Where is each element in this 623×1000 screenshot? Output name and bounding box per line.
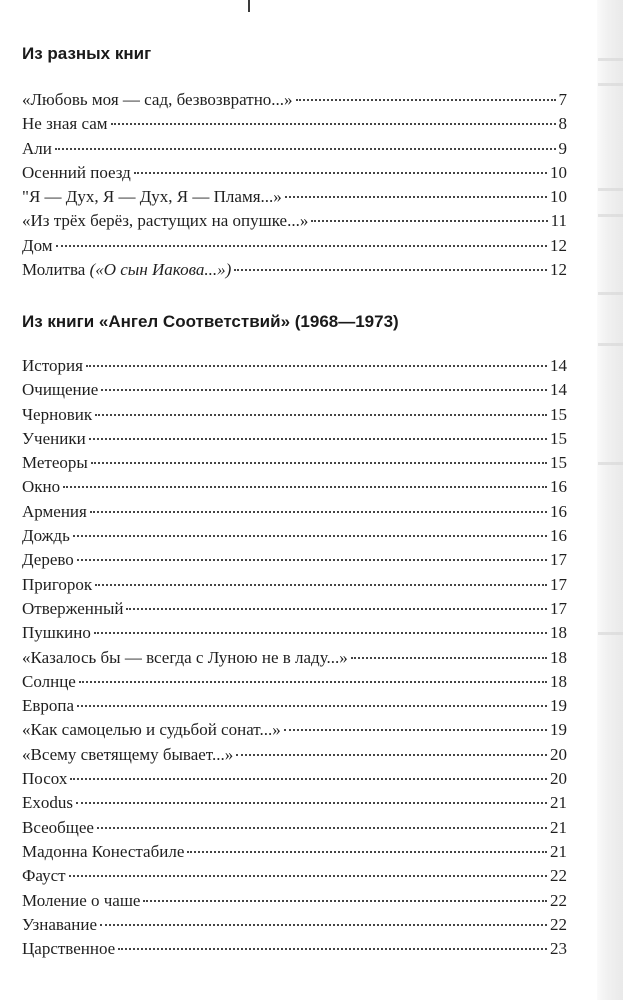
dot-leader: [55, 147, 556, 150]
bleed-through-line: [598, 343, 623, 346]
toc-entry-page: 18: [550, 623, 567, 643]
dot-leader: [187, 850, 547, 853]
toc-entry-page: 17: [550, 598, 567, 618]
dot-leader: [69, 874, 547, 877]
toc-entry-page: 9: [558, 138, 567, 158]
toc-entry-title: Дождь: [22, 526, 70, 546]
toc-entry-page: 12: [550, 260, 567, 280]
bleed-through-line: [598, 58, 623, 61]
dot-leader: [285, 195, 547, 198]
bleed-through-line: [598, 83, 623, 86]
toc-entry: [22, 524, 567, 548]
dot-leader: [134, 171, 547, 174]
toc-entry-title-text: Молитва: [22, 260, 86, 280]
toc-entry-title: «Любовь моя — сад, безвозвратно...»: [22, 90, 293, 109]
top-edge-mark: [248, 0, 250, 12]
dot-leader: [236, 753, 547, 756]
toc-entry-page: 22: [550, 914, 567, 934]
toc-entry-page: 15: [550, 404, 567, 424]
dot-leader: [91, 461, 547, 464]
toc-entry: [22, 621, 567, 645]
toc-entry: [22, 234, 567, 258]
toc-entry: [22, 840, 567, 864]
toc-entry-page: 15: [550, 428, 567, 448]
dot-leader: [77, 704, 547, 707]
toc-entry-page: 19: [550, 720, 567, 740]
toc-entry: [22, 573, 567, 597]
toc-entry-page: 15: [550, 453, 567, 473]
toc-entry: [22, 427, 567, 451]
toc-entry-title: Очищение: [22, 380, 99, 400]
toc-entry-title: Мадонна Конестабиле: [22, 841, 185, 861]
toc-entry-page: 14: [550, 380, 567, 400]
binding-edge: [597, 0, 623, 1000]
toc-entry: [22, 791, 567, 815]
toc-entry-page: 7: [558, 90, 567, 109]
toc-entry-page: 17: [550, 550, 567, 570]
toc-entry-title: Пригорок: [22, 574, 93, 594]
toc-entry-page: 16: [550, 526, 567, 546]
toc-entry-page: 16: [550, 501, 567, 521]
dot-leader: [56, 244, 547, 247]
toc-entry-page: 12: [550, 235, 567, 255]
toc-entry: [22, 354, 567, 378]
bleed-through-line: [598, 292, 623, 295]
bleed-through-line: [598, 462, 623, 465]
toc-entry-title: «Казалось бы — всегда с Луною не в ладу...»: [22, 647, 348, 667]
toc-entry-title: «Всему светящему бывает...»: [22, 744, 234, 764]
section-heading-various-books: Из разных книг: [22, 44, 152, 63]
dot-leader: [351, 656, 547, 659]
toc-entry-page: 23: [550, 939, 567, 959]
toc-entry-title: [22, 258, 231, 282]
toc-entry-title: "Я — Дух, Я — Дух, Я — Пламя...»: [22, 187, 282, 207]
toc-entry: [22, 743, 567, 767]
toc-entry: [22, 258, 567, 282]
toc-entry: [22, 889, 567, 913]
toc-entry-page: 22: [550, 866, 567, 886]
toc-entry-page: 10: [550, 187, 567, 207]
toc-entry-title: Осенний поезд: [22, 162, 131, 182]
toc-entry-title: Посох: [22, 769, 68, 789]
toc-entry-title: Али: [22, 138, 52, 158]
toc-entry-page: 18: [550, 647, 567, 667]
toc-entry: [22, 913, 567, 937]
dot-leader: [101, 388, 547, 391]
dot-leader: [89, 437, 547, 440]
toc-entry: [22, 112, 567, 136]
toc-entry-title: Солнце: [22, 671, 76, 691]
bleed-through-line: [598, 188, 623, 191]
toc-entry: [22, 378, 567, 402]
toc-entry-title: Exodus: [22, 793, 73, 813]
section-heading-angel-book: Из книги «Ангел Соответствий» (1968—1973): [22, 312, 399, 331]
dot-leader: [63, 485, 547, 488]
toc-entry-page: 10: [550, 162, 567, 182]
toc-entry-title: Не зная сам: [22, 114, 108, 134]
toc-entry: [22, 694, 567, 718]
toc-entry: [22, 161, 567, 185]
dot-leader: [118, 947, 547, 950]
dot-leader: [111, 122, 556, 125]
toc-entry: [22, 500, 567, 524]
dot-leader: [95, 583, 547, 586]
toc-entry-page: 14: [550, 356, 567, 375]
toc-entry: [22, 451, 567, 475]
toc-entry: [22, 937, 567, 961]
toc-entry-title: Дерево: [22, 550, 74, 570]
toc-entry-title: Дом: [22, 235, 53, 255]
toc-entry-page: 17: [550, 574, 567, 594]
toc-entry: [22, 718, 567, 742]
dot-leader: [95, 413, 547, 416]
toc-entry: [22, 403, 567, 427]
toc-entry: [22, 816, 567, 840]
toc-entry-title: Всеобщее: [22, 817, 94, 837]
toc-entry-page: 20: [550, 744, 567, 764]
toc-entry: [22, 209, 567, 233]
dot-leader: [94, 631, 547, 634]
toc-entry: [22, 864, 567, 888]
toc-entry-page: 21: [550, 817, 567, 837]
toc-entry-title: Черновик: [22, 404, 93, 424]
toc-entry-page: 22: [550, 890, 567, 910]
toc-entry-title: Метеоры: [22, 453, 88, 473]
toc-entry-page: 20: [550, 769, 567, 789]
dot-leader: [90, 510, 547, 513]
toc-entry-title: Узнавание: [22, 914, 97, 934]
toc-list-various-books: [22, 88, 567, 282]
toc-entry-page: 8: [558, 114, 567, 134]
toc-entry-title: Ученики: [22, 428, 86, 448]
toc-entry-title: История: [22, 356, 83, 375]
toc-entry-title: Царственное: [22, 939, 116, 959]
bleed-through-line: [598, 632, 623, 635]
dot-leader: [143, 899, 547, 902]
dot-leader: [126, 607, 547, 610]
toc-entry-page: 21: [550, 793, 567, 813]
dot-leader: [284, 728, 547, 731]
toc-entry: [22, 670, 567, 694]
toc-entry: [22, 767, 567, 791]
toc-entry-page: 19: [550, 696, 567, 716]
dot-leader: [86, 364, 547, 367]
toc-entry-subtitle: («О сын Иакова...»): [89, 260, 232, 280]
bleed-through-line: [598, 214, 623, 217]
toc-entry-page: 11: [550, 211, 567, 231]
toc-entry-title: «Из трёх берёз, растущих на опушке...»: [22, 211, 309, 231]
toc-entry: [22, 475, 567, 499]
toc-entry-title: Отверженный: [22, 598, 124, 618]
toc-entry: [22, 597, 567, 621]
toc-entry-title: Пушкино: [22, 623, 91, 643]
dot-leader: [76, 801, 547, 804]
toc-entry-page: 21: [550, 841, 567, 861]
toc-entry-title: Моление о чаше: [22, 890, 141, 910]
dot-leader: [296, 98, 556, 101]
dot-leader: [70, 777, 547, 780]
toc-entry-title: «Как самоцелью и судьбой сонат...»: [22, 720, 281, 740]
toc-entry-title: Фауст: [22, 866, 66, 886]
toc-entry-page: 16: [550, 477, 567, 497]
dot-leader: [79, 680, 547, 683]
toc-entry: [22, 185, 567, 209]
toc-entry: [22, 137, 567, 161]
toc-entry-title: Армения: [22, 501, 87, 521]
dot-leader: [100, 923, 547, 926]
dot-leader: [234, 268, 547, 271]
toc-entry: [22, 646, 567, 670]
dot-leader: [97, 826, 547, 829]
toc-entry-page: 18: [550, 671, 567, 691]
dot-leader: [311, 219, 547, 222]
toc-entry-title: Окно: [22, 477, 61, 497]
toc-entry: [22, 548, 567, 572]
toc-list-angel-book: [22, 354, 567, 961]
toc-entry-title: Европа: [22, 696, 75, 716]
toc-entry: [22, 88, 567, 112]
dot-leader: [73, 534, 547, 537]
dot-leader: [77, 558, 547, 561]
